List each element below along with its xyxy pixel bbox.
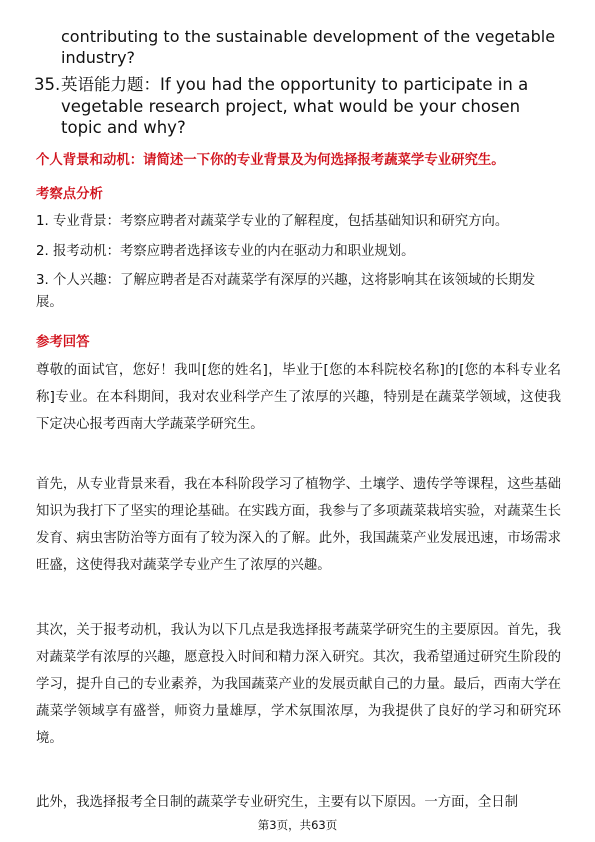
answer-paragraph: 其次，关于报考动机，我认为以下几点是我选择报考蔬菜学研究生的主要原因。首先，我对蔬菜学有浓厚的兴趣，愿意投入时间和精力深入研究。其次，我希望通过研究生阶段的学习，提升自己的专业素养，为我国蔬菜产业的发展贡献自己的力量。最后，西南大学在蔬菜学领域享有盛誉，师资力量雄厚，学术氛围浓厚，为我提供了良好的学习和研究环境。 — [36, 623, 561, 746]
question-number: 35. — [34, 75, 61, 94]
previous-question-continuation: contributing to the sustainable development of the vegetable industry? — [61, 27, 556, 67]
reference-answer-title: 参考回答 — [36, 335, 90, 350]
analysis-title: 考察点分析 — [36, 187, 103, 202]
analysis-point: 3. 个人兴趣：了解应聘者是否对蔬菜学有深厚的兴趣，这将影响其在该领域的长期发展。 — [36, 273, 536, 310]
question-text: 英语能力题：If you had the opportunity to participate in a vegetable research project, what would be your chosen topic and why? — [61, 75, 529, 137]
page-footer: 第3页，共63页 — [257, 818, 338, 832]
answer-paragraph: 首先，从专业背景来看，我在本科阶段学习了植物学、土壤学、遗传学等课程，这些基础知识为我打下了坚实的理论基础。在实践方面，我参与了多项蔬菜栽培实验，对蔬菜生长发育、病虫害防治等方面有了较为深入的了解。此外，我国蔬菜产业发展迅速，市场需求旺盛，这使得我对蔬菜学专业产生了浓厚的兴趣。 — [36, 477, 561, 573]
answer-paragraph: 此外，我选择报考全日制的蔬菜学专业研究生，主要有以下原因。一方面，全日制 — [36, 795, 519, 810]
sub-question-heading: 个人背景和动机：请简述一下你的专业背景及为何选择报考蔬菜学专业研究生。 — [36, 153, 505, 168]
answer-paragraph: 尊敬的面试官，您好！我叫[您的姓名]，毕业于[您的本科院校名称]的[您的本科专业名称]专业。在本科期间，我对农业科学产生了浓厚的兴趣，特别是在蔬菜学领域，这使我下定决心报考西南大学蔬菜学研究生。 — [36, 363, 561, 432]
question-35 — [34, 74, 559, 139]
analysis-point: 1. 专业背景：考察应聘者对蔬菜学专业的了解程度，包括基础知识和研究方向。 — [36, 214, 509, 229]
analysis-point: 2. 报考动机：考察应聘者选择该专业的内在驱动力和职业规划。 — [36, 244, 415, 259]
